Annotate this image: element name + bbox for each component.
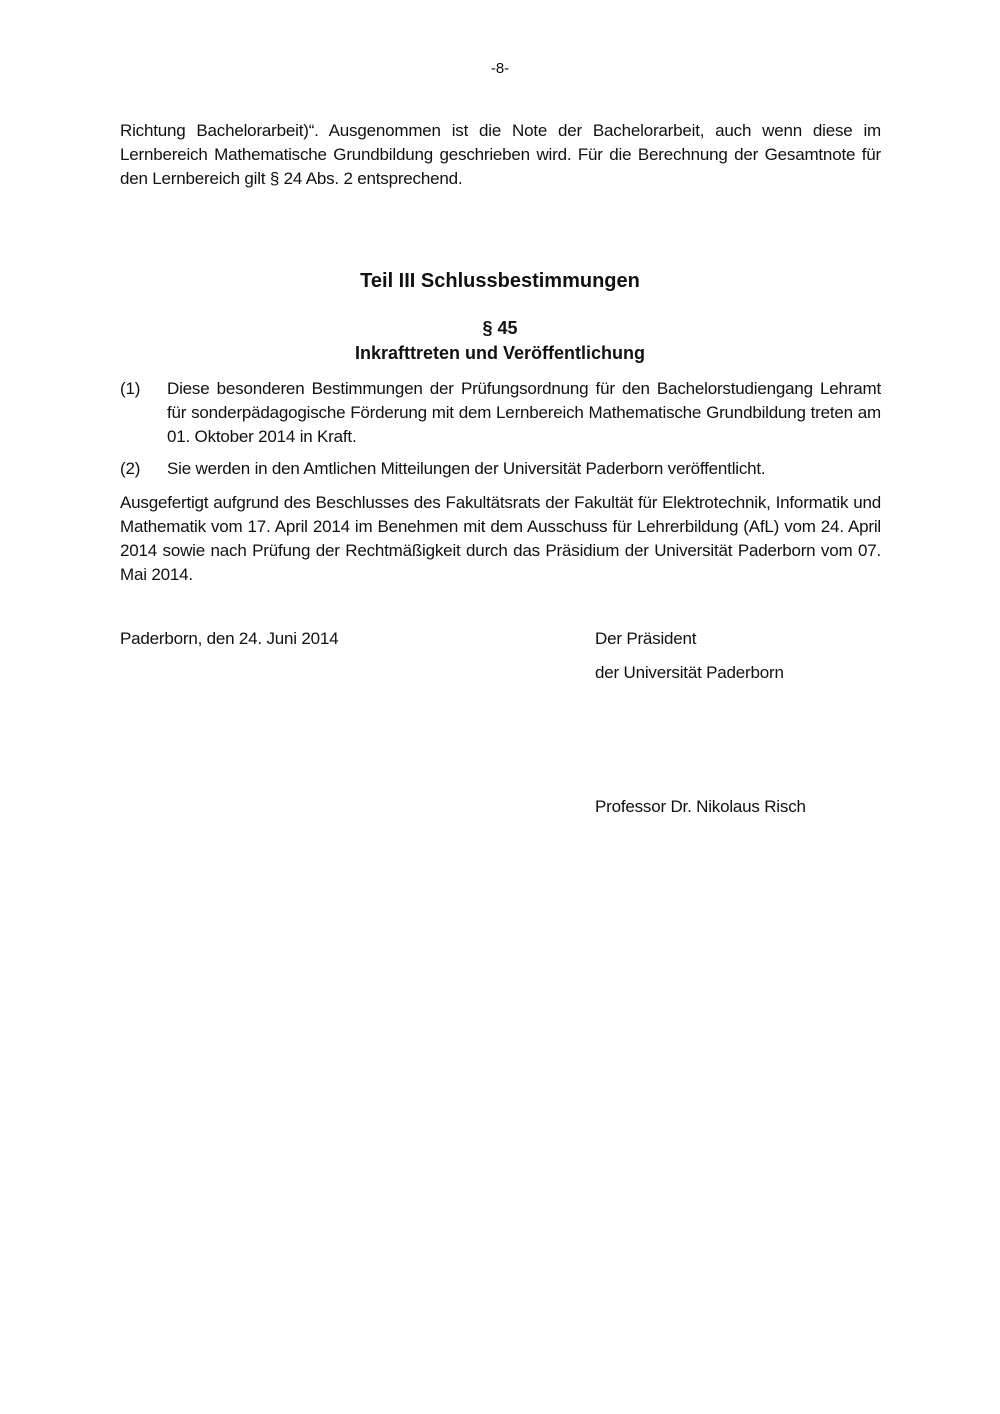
section-number: § 45	[482, 318, 518, 338]
clause-text: Sie werden in den Amtlichen Mitteilungen der Universität Paderborn veröffentlicht.	[167, 459, 766, 478]
closing-paragraph: Ausgefertigt aufgrund des Beschlusses des Fakultätsrats der Fakultät für Elektrotechnik, Informatik und Mathematik vom 17. April 2014 im Benehmen mit dem Ausschuss für Lehrerbildung (AfL) vom 24. April 2014 sowie nach Prüfung der Rechtmäßigkeit durch das Präsidium der Universität Paderborn vom 07. Mai 2014.	[120, 493, 881, 584]
clause-number: (2)	[120, 459, 141, 478]
clause-number: (1)	[120, 379, 141, 398]
clause-2	[120, 457, 881, 481]
section-title: Inkrafttreten und Veröffentlichung	[354, 343, 645, 363]
page-number: -8-	[490, 60, 510, 77]
signature-name: Professor Dr. Nikolaus Risch	[595, 797, 806, 816]
signature-place-date: Paderborn, den 24. Juni 2014	[120, 629, 339, 648]
signature-role-line2: der Universität Paderborn	[595, 663, 784, 682]
part-heading: Teil III Schlussbestimmungen	[360, 270, 640, 292]
clause-1	[120, 377, 881, 449]
signature-role-line1: Der Präsident	[595, 629, 697, 648]
intro-paragraph: Richtung Bachelorarbeit)“. Ausgenommen ist die Note der Bachelorarbeit, auch wenn diese im Lernbereich Mathematische Grundbildung geschrieben wird. Für die Berechnung der Gesamtnote für den Lernbereich gilt § 24 Abs. 2 entsprechend.	[120, 121, 881, 188]
clause-text: Diese besonderen Bestimmungen der Prüfungsordnung für den Bachelorstudiengang Lehramt für sonderpädagogische Förderung mit dem Lernbereich Mathematische Grundbildung treten am 01. Oktober 2014 in Kraft.	[167, 379, 881, 446]
